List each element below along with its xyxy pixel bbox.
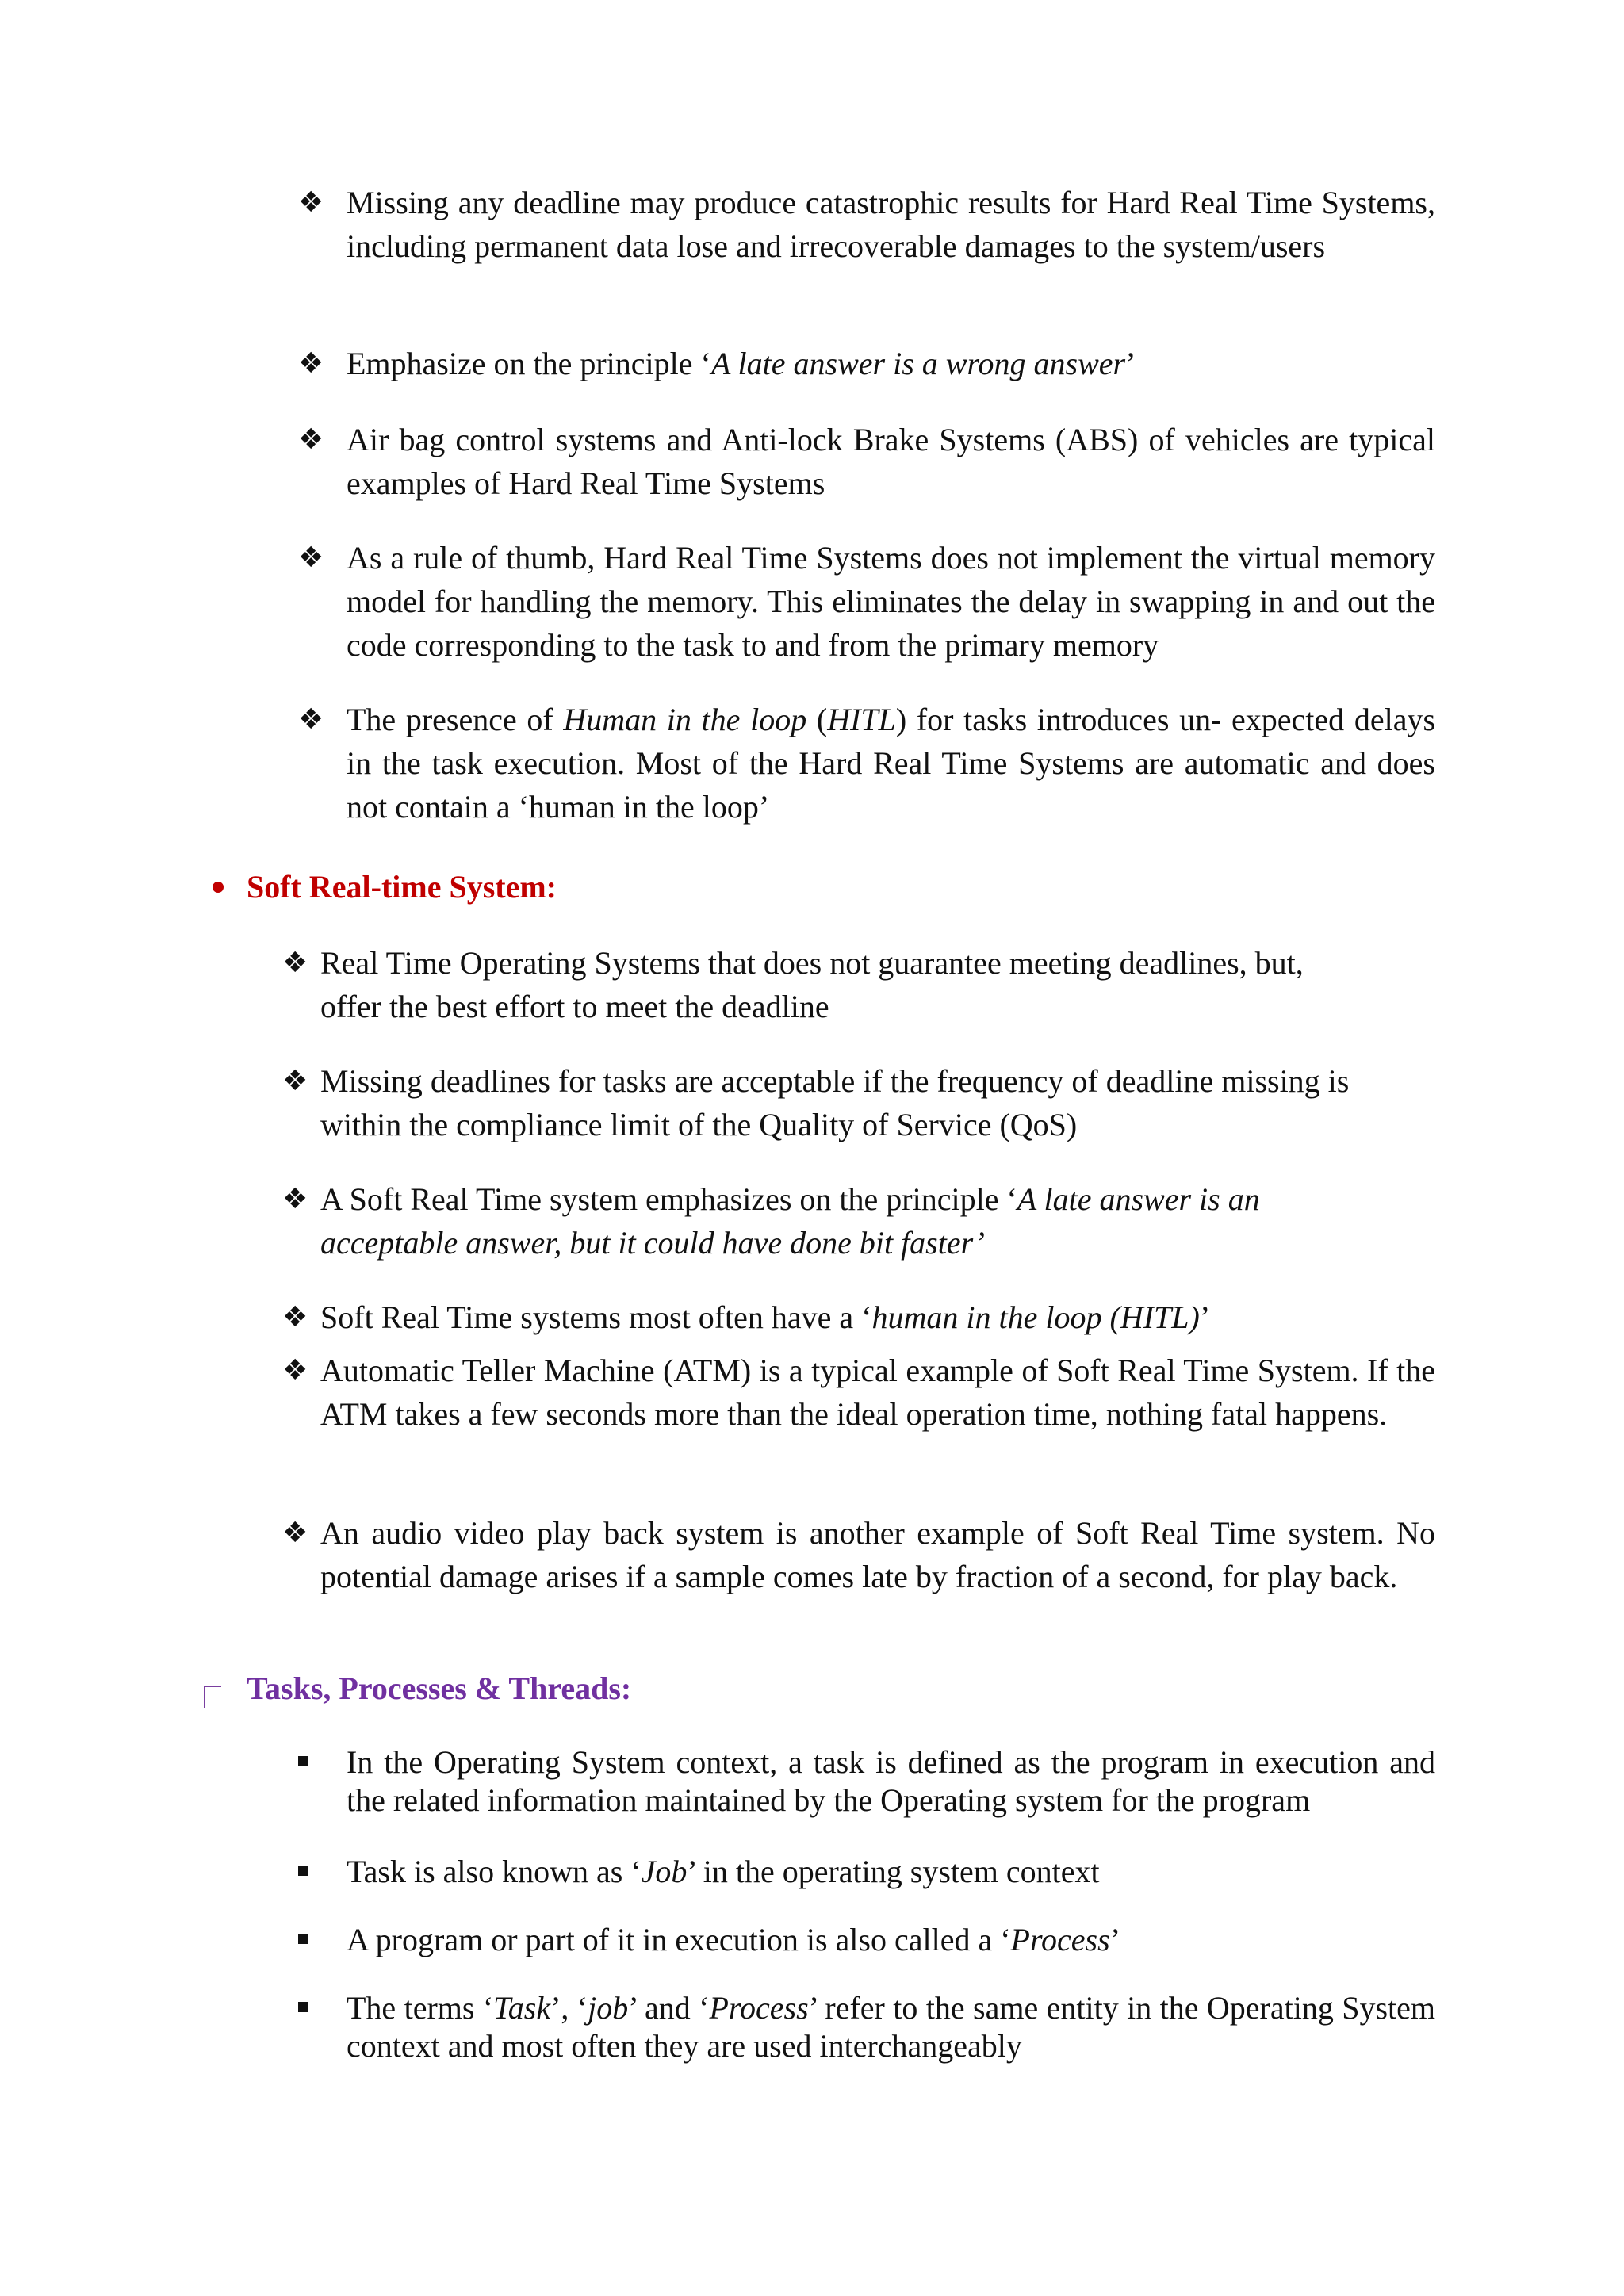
bullet-text: A program or part of it in execution is also called a ‘Process’ (347, 1922, 1121, 1957)
square-bullet-icon (298, 1756, 308, 1766)
bullet-text: Missing deadlines for tasks are acceptable if the frequency of deadline missing is within the compliance limit of the Quality of Service (QoS) (320, 1063, 1350, 1142)
bullet-text: Task is also known as ‘Job’ in the operating system context (347, 1854, 1100, 1889)
tasks-bullet-3 (298, 1921, 1435, 1959)
diamond-bullet-icon: ❖ (282, 1183, 308, 1215)
diamond-bullet-icon: ❖ (282, 1517, 308, 1549)
bullet-text: The presence of Human in the loop (HITL) for tasks introduces un- expected delays in the task execution. Most of the Hard Real Time Systems are automatic and does not contain a ‘human in the loop’ (347, 702, 1436, 825)
hard-rt-bullet-4 (298, 536, 1435, 667)
hard-rt-bullet-1 (298, 181, 1435, 268)
bullet-text: Automatic Teller Machine (ATM) is a typical example of Soft Real Time System. If the ATM takes a few seconds more than the ideal operation time, nothing fatal happens. (320, 1353, 1435, 1432)
soft-rt-heading: Soft Real-time System: (247, 869, 557, 905)
soft-rt-bullet-2 (282, 1059, 1435, 1146)
soft-rt-bullet-4 (282, 1295, 1435, 1339)
bullet-text: Real Time Operating Systems that does not guarantee meeting deadlines, but, offer the best effort to meet the deadline (320, 945, 1304, 1024)
square-bullet-icon (298, 1866, 308, 1876)
diamond-bullet-icon: ❖ (282, 1065, 308, 1097)
diamond-bullet-icon: ❖ (282, 1301, 308, 1334)
diamond-bullet-icon: ❖ (298, 347, 324, 380)
bullet-text: Air bag control systems and Anti-lock Brake Systems (ABS) of vehicles are typical examples of Hard Real Time Systems (347, 422, 1435, 501)
bullet-text: The terms ‘Task’, ‘job’ and ‘Process’ refer to the same entity in the Operating System context and most often they are used interchangeably (347, 1990, 1436, 2064)
tasks-bullet-1 (298, 1743, 1435, 1820)
soft-rt-bullet-1 (282, 941, 1435, 1028)
diamond-bullet-icon: ❖ (298, 186, 324, 219)
bullet-text: An audio video play back system is another example of Soft Real Time system. No potential damage arises if a sample comes late by fraction of a second, for play back. (320, 1515, 1435, 1594)
hard-rt-bullet-3 (298, 418, 1435, 505)
diamond-bullet-icon: ❖ (282, 947, 308, 979)
diamond-bullet-icon: ❖ (298, 423, 324, 456)
bullet-text: A Soft Real Time system emphasizes on the principle ‘A late answer is an acceptable answer, but it could have done bit faster’ (320, 1181, 1260, 1261)
tasks-bullet-2 (298, 1853, 1435, 1891)
soft-rt-bullet-5 (282, 1349, 1435, 1436)
bullet-text: Emphasize on the principle ‘A late answer is a wrong answer’ (347, 346, 1136, 381)
bullet-text: As a rule of thumb, Hard Real Time Systems does not implement the virtual memory model for handling the memory. This eliminates the delay in swapping in and out the code corresponding to the task to and from the primary memory (347, 540, 1435, 663)
diamond-bullet-icon: ❖ (298, 703, 324, 736)
square-bullet-icon (298, 1934, 308, 1944)
red-dot-bullet-icon (213, 882, 224, 893)
soft-rt-bullet-6 (282, 1511, 1435, 1598)
bullet-text: Missing any deadline may produce catastrophic results for Hard Real Time Systems, including permanent data lose and irrecoverable damages to the system/users (347, 185, 1435, 264)
hard-rt-bullet-5 (298, 698, 1435, 828)
diamond-bullet-icon: ❖ (282, 1354, 308, 1387)
soft-rt-bullet-3 (282, 1177, 1435, 1265)
square-bullet-icon (298, 2002, 308, 2012)
tasks-heading: Tasks, Processes & Threads: (247, 1670, 632, 1706)
bullet-text: Soft Real Time systems most often have a ‘human in the loop (HITL)’ (320, 1299, 1211, 1335)
diamond-bullet-icon: ❖ (298, 541, 324, 574)
box-bullet-icon (204, 1686, 221, 1708)
hard-rt-bullet-2 (298, 342, 1435, 385)
bullet-text: In the Operating System context, a task is defined as the program in execution and the related information maintained by the Operating system for the program (347, 1744, 1435, 1818)
tasks-bullet-4 (298, 1989, 1435, 2065)
